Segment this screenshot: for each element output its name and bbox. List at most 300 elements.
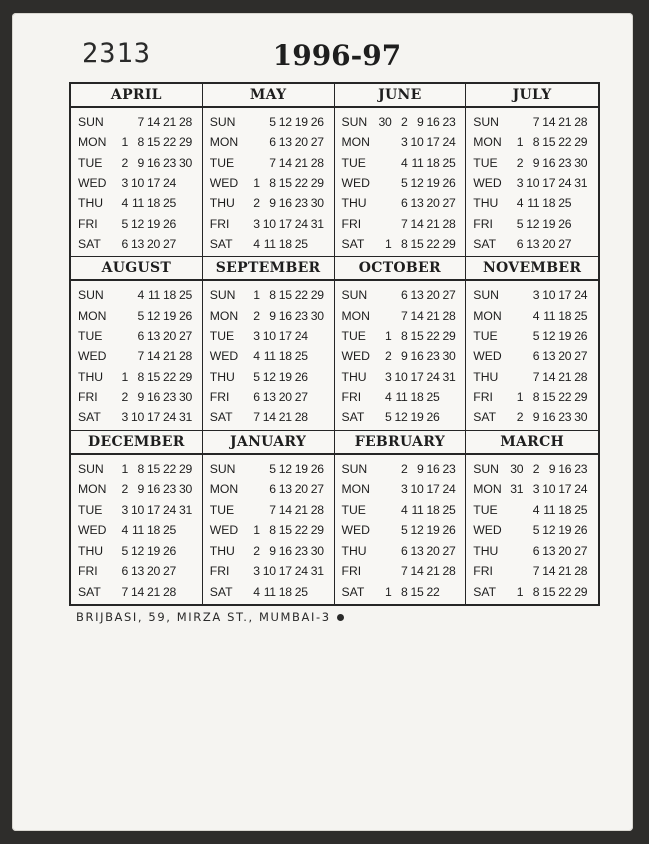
- month-days: [335, 455, 466, 604]
- date-cell: 3: [401, 482, 408, 497]
- date-cell: 2: [253, 196, 260, 211]
- date-cell: 23: [558, 155, 572, 170]
- date-cell: 22: [294, 523, 308, 538]
- weekday-label: FRI: [209, 564, 230, 579]
- date-cell: 29: [310, 523, 324, 538]
- date-cell: 11: [527, 196, 540, 211]
- weekday-row: [335, 520, 466, 540]
- date-cell: 19: [294, 461, 308, 476]
- date-cell: 3: [516, 176, 524, 191]
- date-cell: 12: [278, 461, 292, 476]
- date-cell: 14: [542, 115, 556, 130]
- weekday-row: [71, 234, 202, 254]
- date-cell: 30: [179, 482, 192, 497]
- date-cell: 24: [294, 329, 308, 344]
- date-cell: 3: [532, 288, 540, 303]
- weekday-row: [335, 173, 466, 193]
- date-cell: 26: [163, 216, 176, 231]
- date-cell: 19: [147, 216, 160, 231]
- month-block-october: [335, 257, 467, 430]
- date-cell: 26: [310, 115, 324, 130]
- date-cell: 31: [442, 369, 456, 384]
- date-cell: 15: [147, 135, 160, 150]
- date-cell: 29: [179, 369, 192, 384]
- month-name: JANUARY: [203, 431, 334, 455]
- date-cell: 15: [410, 329, 424, 344]
- weekday-label: TUE: [209, 155, 235, 170]
- date-cell: 11: [411, 502, 424, 517]
- date-cell: 4: [253, 237, 260, 252]
- date-cell: 20: [542, 237, 556, 252]
- month-days: [71, 108, 202, 256]
- weekday-row: [71, 153, 202, 173]
- date-cell: 30: [574, 410, 588, 425]
- date-cell: 3: [121, 410, 128, 425]
- date-cell: 5: [253, 369, 260, 384]
- date-cell: 19: [294, 115, 308, 130]
- weekday-label: FRI: [209, 216, 230, 231]
- month-name: AUGUST: [71, 257, 202, 281]
- date-cell: 31: [310, 216, 324, 231]
- weekday-row: [466, 500, 598, 520]
- weekday-row: [203, 193, 334, 213]
- weekday-row: [466, 112, 598, 132]
- date-cell: 14: [542, 564, 556, 579]
- month-days: [335, 281, 466, 429]
- date-cell: 24: [163, 176, 176, 191]
- weekday-row: [203, 541, 334, 561]
- month-name: DECEMBER: [71, 431, 202, 455]
- date-cell: 5: [516, 216, 524, 231]
- month-name: NOVEMBER: [466, 257, 598, 281]
- date-cell: 30: [179, 155, 192, 170]
- date-cell: 8: [401, 237, 408, 252]
- date-cell: 9: [137, 155, 144, 170]
- date-cell: 24: [574, 288, 588, 303]
- date-cell: 18: [410, 390, 424, 405]
- date-cell: 4: [253, 349, 260, 364]
- months-grid: [69, 82, 600, 606]
- weekday-label: SUN: [473, 115, 499, 130]
- weekday-row: [203, 500, 334, 520]
- date-cell: 8: [269, 176, 276, 191]
- date-cell: 24: [294, 216, 308, 231]
- date-cell: 29: [574, 135, 588, 150]
- date-cell: 4: [121, 523, 128, 538]
- date-cell: 28: [442, 564, 456, 579]
- month-name: MARCH: [466, 431, 598, 455]
- weekday-label: THU: [473, 369, 499, 384]
- date-cell: 10: [542, 482, 556, 497]
- weekday-row: [203, 326, 334, 346]
- date-cell: 26: [574, 523, 588, 538]
- date-cell: 20: [163, 329, 176, 344]
- month-block-september: [203, 257, 335, 430]
- date-cell: 29: [179, 461, 192, 476]
- weekday-label: WED: [78, 349, 107, 364]
- date-cell: 20: [426, 196, 440, 211]
- weekday-row: [466, 582, 598, 602]
- date-cell: 23: [294, 308, 308, 323]
- weekday-label: THU: [341, 196, 367, 211]
- month-days: [335, 108, 466, 256]
- date-cell: 7: [253, 410, 260, 425]
- date-cell: 11: [411, 155, 424, 170]
- date-cell: 13: [278, 482, 292, 497]
- date-cell: 16: [147, 155, 160, 170]
- date-cell: 15: [542, 135, 556, 150]
- date-cell: 7: [137, 349, 144, 364]
- date-cell: 27: [442, 543, 456, 558]
- weekday-row: [466, 561, 598, 581]
- serial-number: 2313: [82, 38, 152, 69]
- date-cell: 8: [137, 135, 144, 150]
- date-cell: 25: [442, 155, 456, 170]
- weekday-row: [203, 561, 334, 581]
- date-cell: 9: [548, 461, 556, 476]
- date-cell: 5: [532, 329, 540, 344]
- date-cell: 23: [163, 155, 176, 170]
- publisher-address: BRIJBASI, 59, MIRZA ST., MUMBAI-3: [76, 610, 331, 624]
- date-cell: 17: [147, 502, 160, 517]
- date-cell: 15: [542, 390, 556, 405]
- calendar-title: 1996-97: [272, 39, 402, 72]
- date-cell: 13: [262, 390, 276, 405]
- weekday-row: [203, 346, 334, 366]
- date-cell: 3: [121, 502, 128, 517]
- weekday-label: TUE: [341, 329, 366, 344]
- weekday-row: [203, 234, 334, 254]
- date-cell: 15: [278, 176, 292, 191]
- date-cell: 9: [532, 410, 540, 425]
- date-cell: 7: [121, 584, 128, 599]
- date-cell: 27: [442, 288, 456, 303]
- date-cell: 7: [269, 502, 276, 517]
- month-block-december: [71, 431, 203, 604]
- date-cell: 23: [163, 482, 176, 497]
- weekday-row: [466, 132, 598, 152]
- date-cell: 1: [121, 461, 128, 476]
- date-cell: 16: [278, 308, 292, 323]
- weekday-label: SAT: [341, 410, 365, 425]
- date-cell: 30: [378, 115, 392, 130]
- date-cell: 19: [542, 216, 556, 231]
- weekday-row: [335, 407, 466, 427]
- date-cell: 6: [401, 288, 408, 303]
- date-cell: 23: [294, 543, 308, 558]
- date-cell: 22: [426, 237, 440, 252]
- month-days: [71, 281, 202, 429]
- date-cell: 9: [417, 461, 424, 476]
- date-cell: 27: [163, 564, 176, 579]
- weekday-label: SUN: [209, 288, 236, 303]
- weekday-label: MON: [473, 135, 502, 150]
- date-cell: 23: [558, 410, 572, 425]
- weekday-row: [203, 520, 334, 540]
- date-cell: 16: [426, 115, 440, 130]
- date-cell: 22: [163, 461, 176, 476]
- date-cell: 10: [131, 176, 144, 191]
- weekday-label: WED: [78, 176, 107, 191]
- date-cell: 26: [442, 523, 456, 538]
- date-cell: 14: [278, 502, 292, 517]
- date-cell: 8: [532, 584, 540, 599]
- weekday-row: [335, 153, 466, 173]
- month-days: [466, 281, 598, 429]
- date-cell: 14: [262, 410, 276, 425]
- date-cell: 19: [426, 523, 440, 538]
- date-cell: 20: [558, 349, 572, 364]
- weekday-row: [203, 459, 334, 479]
- weekday-label: THU: [341, 369, 367, 384]
- date-cell: 29: [574, 584, 588, 599]
- date-cell: 27: [574, 349, 588, 364]
- date-cell: 6: [121, 564, 128, 579]
- weekday-label: SUN: [473, 288, 499, 303]
- date-cell: 4: [532, 308, 540, 323]
- date-cell: 27: [310, 135, 324, 150]
- weekday-row: [71, 561, 202, 581]
- date-cell: 1: [253, 288, 260, 303]
- date-cell: 27: [294, 390, 308, 405]
- weekday-label: WED: [473, 176, 502, 191]
- date-cell: 9: [137, 390, 144, 405]
- weekday-row: [71, 346, 202, 366]
- month-name: MAY: [203, 84, 334, 108]
- date-cell: 30: [574, 155, 588, 170]
- month-name: FEBRUARY: [335, 431, 466, 455]
- date-cell: 22: [163, 369, 176, 384]
- date-cell: 25: [426, 390, 440, 405]
- weekday-row: [335, 132, 466, 152]
- date-cell: 15: [147, 369, 160, 384]
- date-cell: 26: [179, 308, 192, 323]
- month-name: JUNE: [335, 84, 466, 108]
- date-cell: 17: [558, 288, 572, 303]
- weekday-label: SUN: [78, 115, 104, 130]
- date-cell: 25: [163, 196, 176, 211]
- weekday-row: [203, 132, 334, 152]
- date-cell: 13: [410, 543, 424, 558]
- date-cell: 22: [426, 329, 440, 344]
- month-block-july: [466, 84, 598, 257]
- date-cell: 24: [442, 135, 456, 150]
- month-block-march: [466, 431, 598, 604]
- weekday-row: [71, 193, 202, 213]
- date-cell: 16: [410, 349, 424, 364]
- date-cell: 19: [558, 329, 572, 344]
- date-cell: 1: [516, 584, 524, 599]
- date-cell: 28: [574, 115, 588, 130]
- date-cell: 1: [121, 135, 128, 150]
- weekday-row: [466, 193, 598, 213]
- date-cell: 23: [574, 461, 588, 476]
- date-cell: 1: [121, 369, 128, 384]
- date-cell: 14: [542, 369, 556, 384]
- date-cell: 15: [278, 288, 292, 303]
- weekday-label: FRI: [341, 390, 362, 405]
- date-cell: 21: [426, 308, 440, 323]
- date-cell: 30: [310, 196, 324, 211]
- date-cell: 2: [121, 390, 128, 405]
- date-cell: 4: [401, 502, 408, 517]
- date-cell: 31: [510, 482, 524, 497]
- weekday-row: [203, 306, 334, 326]
- weekday-row: [466, 541, 598, 561]
- weekday-label: WED: [341, 523, 370, 538]
- weekday-row: [335, 479, 466, 499]
- date-cell: 13: [410, 196, 424, 211]
- month-days: [203, 108, 334, 256]
- weekday-label: TUE: [473, 155, 498, 170]
- weekday-row: [335, 326, 466, 346]
- weekday-row: [466, 407, 598, 427]
- weekday-label: SUN: [78, 288, 104, 303]
- weekday-row: [466, 214, 598, 234]
- weekday-label: SAT: [341, 237, 365, 252]
- date-cell: 18: [278, 349, 292, 364]
- weekday-row: [335, 285, 466, 305]
- weekday-label: THU: [78, 196, 104, 211]
- weekday-label: FRI: [473, 564, 493, 579]
- date-cell: 24: [163, 502, 176, 517]
- month-block-january: [203, 431, 335, 604]
- date-cell: 21: [294, 155, 308, 170]
- date-cell: 8: [401, 329, 408, 344]
- date-cell: 23: [426, 349, 440, 364]
- date-cell: 22: [558, 135, 572, 150]
- date-cell: 18: [558, 502, 572, 517]
- date-cell: 14: [410, 216, 424, 231]
- weekday-label: FRI: [341, 564, 362, 579]
- date-cell: 10: [410, 135, 424, 150]
- date-cell: 11: [263, 584, 276, 599]
- date-cell: 10: [262, 216, 276, 231]
- date-cell: 10: [526, 176, 540, 191]
- date-cell: 20: [294, 135, 308, 150]
- date-cell: 19: [410, 410, 424, 425]
- weekday-row: [203, 387, 334, 407]
- date-cell: 2: [385, 349, 392, 364]
- weekday-row: [466, 173, 598, 193]
- date-cell: 3: [385, 369, 392, 384]
- weekday-row: [335, 234, 466, 254]
- date-cell: 5: [269, 461, 276, 476]
- weekday-label: FRI: [473, 216, 493, 231]
- date-cell: 24: [426, 369, 440, 384]
- date-cell: 11: [263, 237, 276, 252]
- date-cell: 9: [137, 482, 144, 497]
- date-cell: 15: [542, 584, 556, 599]
- date-cell: 12: [542, 523, 556, 538]
- date-cell: 21: [294, 502, 308, 517]
- date-cell: 3: [253, 216, 260, 231]
- date-cell: 1: [385, 329, 392, 344]
- weekday-label: SAT: [473, 584, 497, 599]
- date-cell: 29: [310, 176, 324, 191]
- date-cell: 27: [163, 237, 176, 252]
- date-cell: 12: [526, 216, 540, 231]
- date-cell: 16: [426, 461, 440, 476]
- month-block-april: [71, 84, 203, 257]
- date-cell: 17: [410, 369, 424, 384]
- date-cell: 1: [385, 237, 392, 252]
- date-cell: 3: [401, 135, 408, 150]
- date-cell: 17: [426, 482, 440, 497]
- date-cell: 13: [131, 237, 144, 252]
- date-cell: 18: [542, 196, 556, 211]
- date-cell: 29: [574, 390, 588, 405]
- date-cell: 1: [253, 523, 260, 538]
- date-cell: 2: [253, 543, 260, 558]
- date-cell: 4: [401, 155, 408, 170]
- date-cell: 9: [532, 155, 540, 170]
- weekday-row: [71, 459, 202, 479]
- month-block-february: [335, 431, 467, 604]
- date-cell: 6: [532, 543, 540, 558]
- date-cell: 16: [278, 196, 292, 211]
- date-cell: 24: [574, 482, 588, 497]
- date-cell: 4: [385, 390, 392, 405]
- date-cell: 31: [179, 502, 192, 517]
- date-cell: 16: [542, 155, 556, 170]
- date-cell: 7: [401, 308, 408, 323]
- date-cell: 19: [426, 176, 440, 191]
- date-cell: 3: [253, 564, 260, 579]
- weekday-row: [71, 132, 202, 152]
- weekday-label: MON: [209, 482, 239, 497]
- date-cell: 7: [401, 216, 408, 231]
- weekday-row: [71, 500, 202, 520]
- date-cell: 5: [385, 410, 392, 425]
- date-cell: 10: [542, 288, 556, 303]
- date-cell: 2: [121, 155, 128, 170]
- date-cell: 17: [147, 410, 160, 425]
- weekday-label: WED: [209, 176, 239, 191]
- date-cell: 25: [163, 523, 176, 538]
- date-cell: 27: [442, 196, 456, 211]
- date-cell: 17: [278, 564, 292, 579]
- weekday-row: [466, 285, 598, 305]
- weekday-label: FRI: [78, 564, 98, 579]
- date-cell: 12: [410, 523, 424, 538]
- date-cell: 9: [417, 115, 424, 130]
- month-name: SEPTEMBER: [203, 257, 334, 281]
- bullet-dot-icon: [337, 614, 344, 621]
- date-cell: 21: [558, 115, 572, 130]
- weekday-row: [203, 112, 334, 132]
- date-cell: 7: [532, 369, 540, 384]
- date-cell: 20: [294, 482, 308, 497]
- month-block-june: [335, 84, 467, 257]
- date-cell: 23: [442, 115, 456, 130]
- date-cell: 9: [269, 543, 276, 558]
- date-cell: 24: [163, 410, 176, 425]
- weekday-label: SUN: [341, 461, 368, 476]
- weekday-row: [466, 459, 598, 479]
- date-cell: 5: [137, 308, 144, 323]
- weekday-row: [71, 173, 202, 193]
- date-cell: 9: [401, 349, 408, 364]
- weekday-row: [71, 479, 202, 499]
- weekday-label: SAT: [473, 237, 497, 252]
- date-cell: 8: [532, 390, 540, 405]
- date-cell: 24: [558, 176, 572, 191]
- date-cell: 18: [558, 308, 572, 323]
- date-cell: 27: [310, 482, 324, 497]
- date-cell: 30: [310, 308, 324, 323]
- date-cell: 25: [294, 584, 308, 599]
